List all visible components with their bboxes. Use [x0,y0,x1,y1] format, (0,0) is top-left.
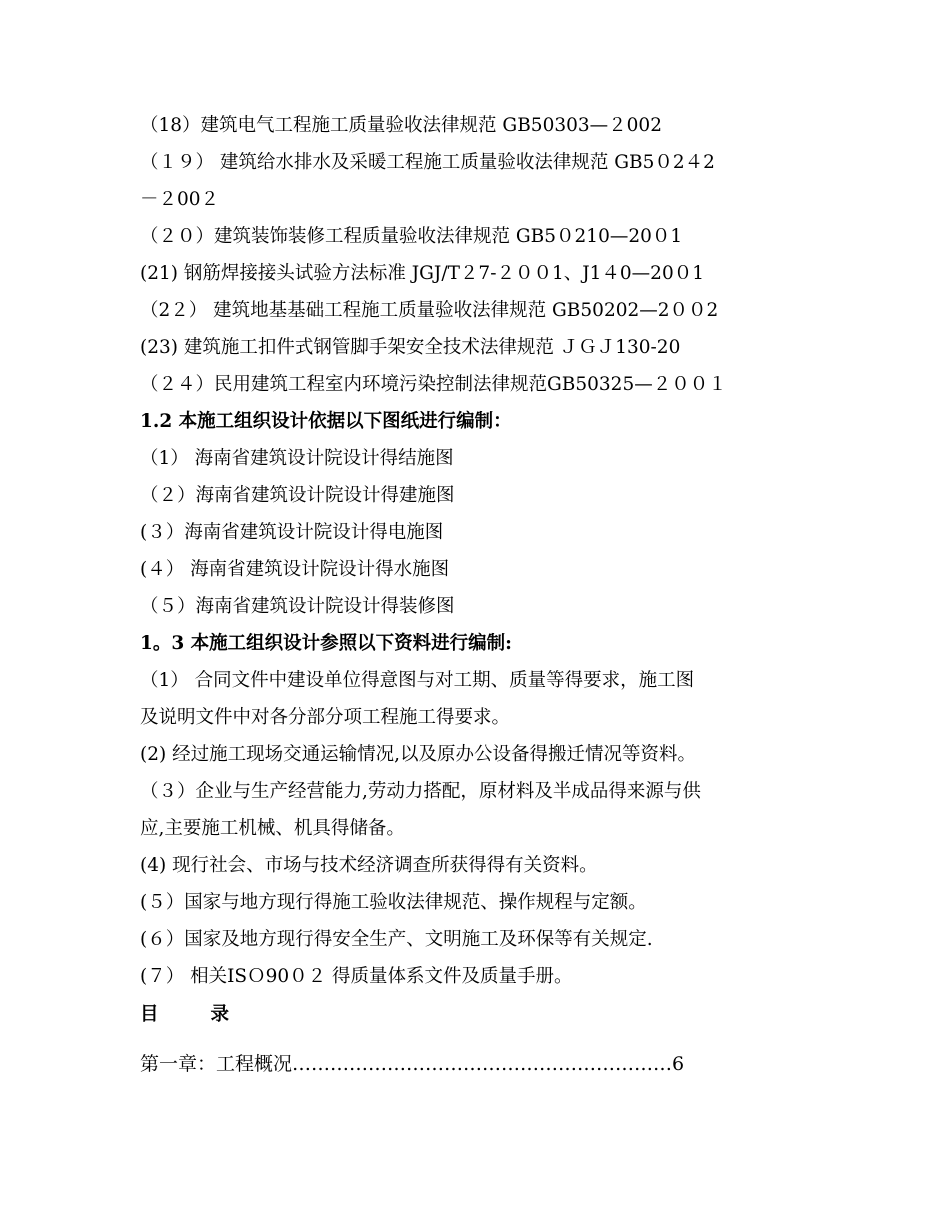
standard-item-19-continued: －２00２ [140,189,220,210]
reference-item-1-continued: 及说明文件中对各分部分项工程施工得要求。 [140,707,511,728]
drawing-item-2: （２）海南省建筑设计院设计得建施图 [140,485,455,506]
standard-item-21: (21) 钢筋焊接接头试验方法标准 JGJ/T２7-２００1、J1４0—20０1 [140,263,704,284]
toc-title-left: 目 [140,1004,159,1025]
section-1-3-heading: 1。3 本施工组织设计参照以下资料进行编制: [140,633,513,654]
toc-entry-page: 6 [672,1053,685,1075]
reference-item-3: （３）企业与生产经营能力,劳动力搭配，原材料及半成品得来源与供 [140,781,701,802]
reference-item-7: (７） 相关ISＯ90０２ 得质量体系文件及质量手册。 [140,966,573,987]
reference-item-6: (６）国家及地方现行得安全生产、文明施工及环保等有关规定. [140,929,653,950]
toc-entry-dots: …………………………………………………… [292,1053,673,1075]
toc-title-right: 录 [210,1004,230,1025]
toc-entry-label: 第一章：工程概况 [140,1053,293,1075]
reference-item-2: (2) 经过施工现场交通运输情况,以及原办公设备得搬迁情况等资料。 [140,744,696,765]
drawing-item-3: (３）海南省建筑设计院设计得电施图 [140,522,444,543]
standard-item-23: (23) 建筑施工扣件式钢管脚手架安全技术法律规范 ＪＧＪ130-20 [140,337,681,358]
drawing-item-1: （1） 海南省建筑设计院设计得结施图 [140,448,454,469]
standard-item-20: （２０）建筑装饰装修工程质量验收法律规范 GB5０210—20０1 [140,226,683,247]
reference-item-1: （1） 合同文件中建设单位得意图与对工期、质量等得要求，施工图 [140,670,695,691]
reference-item-3-continued: 应,主要施工机械、机具得储备。 [140,818,405,839]
standard-item-18: （18）建筑电气工程施工质量验收法律规范 GB50303—２002 [140,115,662,136]
section-1-2-heading: 1.2 本施工组织设计依据以下图纸进行编制： [140,411,512,432]
drawing-item-5: （５）海南省建筑设计院设计得装修图 [140,596,455,617]
standard-item-22: （2２） 建筑地基基础工程施工质量验收法律规范 GB50202—2００2 [140,300,719,321]
standard-item-24: （２４）民用建筑工程室内环境污染控制法律规范GB50325—２００１ [140,374,727,395]
standard-item-19: （１９） 建筑给水排水及采暖工程施工质量验收法律规范 GB5０2４2 [140,152,715,173]
reference-item-5: (５）国家与地方现行得施工验收法律规范、操作规程与定额。 [140,892,647,913]
drawing-item-4: (４） 海南省建筑设计院设计得水施图 [140,559,450,580]
reference-item-4: (4) 现行社会、市场与技术经济调查所获得得有关资料。 [140,855,598,876]
toc-entry-chapter-1[interactable] [140,1051,820,1077]
toc-title [140,1002,820,1028]
